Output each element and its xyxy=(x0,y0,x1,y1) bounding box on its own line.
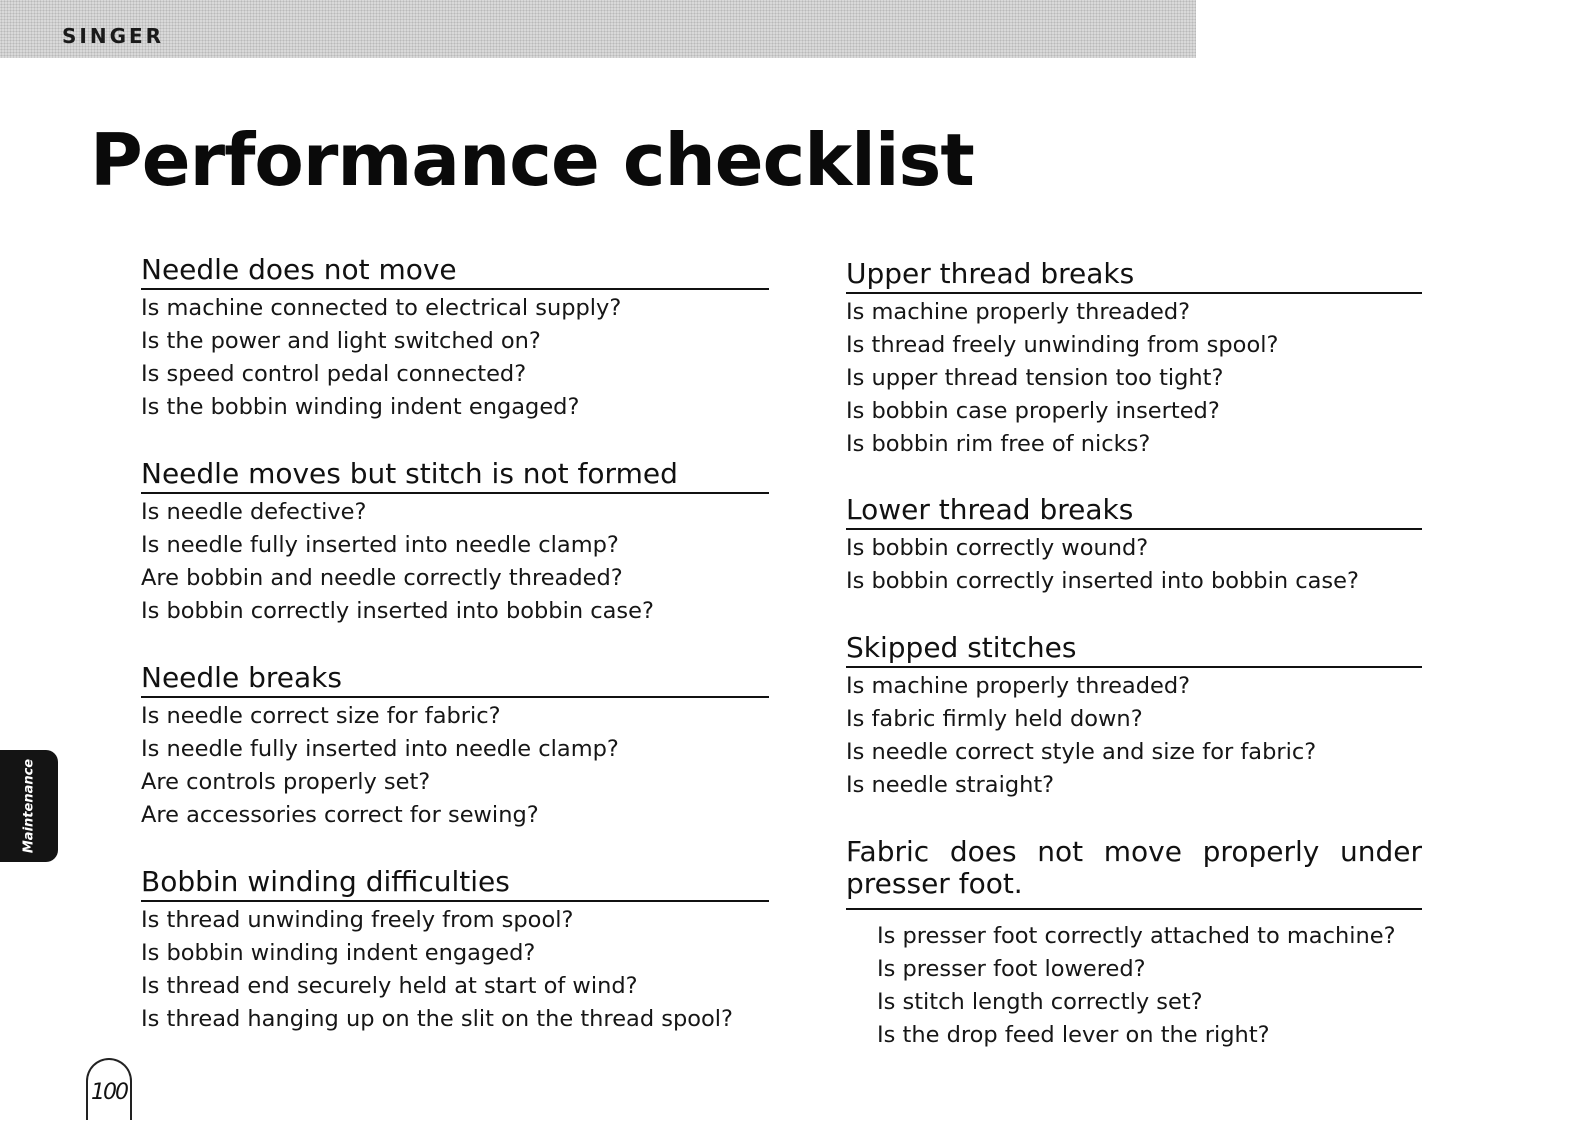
question-item: Is fabric firmly held down? xyxy=(846,706,1143,732)
question-item: Is thread unwinding freely from spool? xyxy=(141,907,574,933)
section-heading: Needle breaks xyxy=(141,662,769,698)
section-heading: Lower thread breaks xyxy=(846,494,1422,530)
question-item: Is upper thread tension too tight? xyxy=(846,365,1224,391)
question-item: Is thread hanging up on the slit on the thread spool? xyxy=(141,1006,733,1032)
question-list xyxy=(141,904,769,1036)
page-number-badge xyxy=(86,1058,132,1120)
question-item: Is needle fully inserted into needle clamp? xyxy=(141,532,619,558)
page-number: 100 xyxy=(91,1080,127,1105)
question-item: Is needle fully inserted into needle clamp? xyxy=(141,736,619,762)
question-item: Are controls properly set? xyxy=(141,769,431,795)
question-item: Are accessories correct for sewing? xyxy=(141,802,539,828)
section-needle-moves-no-stitch xyxy=(141,458,769,628)
question-item: Are bobbin and needle correctly threaded? xyxy=(141,565,623,591)
section-heading: Skipped stitches xyxy=(846,632,1422,668)
section-needle-does-not-move xyxy=(141,254,769,424)
question-list xyxy=(141,700,769,832)
section-fabric-does-not-move xyxy=(846,836,1422,1052)
question-item: Is machine connected to electrical supply? xyxy=(141,295,622,321)
header-band xyxy=(0,0,1196,58)
question-item: Is the power and light switched on? xyxy=(141,328,541,354)
question-item: Is stitch length correctly set? xyxy=(877,989,1203,1015)
page-title: Performance checklist xyxy=(90,118,974,202)
section-heading: Needle moves but stitch is not formed xyxy=(141,458,769,494)
question-list xyxy=(846,532,1422,598)
question-item: Is needle correct style and size for fabric? xyxy=(846,739,1317,765)
section-skipped-stitches xyxy=(846,632,1422,802)
question-item: Is needle defective? xyxy=(141,499,367,525)
question-item: Is presser foot lowered? xyxy=(877,956,1146,982)
question-list xyxy=(846,296,1422,461)
question-item: Is bobbin correctly inserted into bobbin case? xyxy=(141,598,654,624)
section-heading: Needle does not move xyxy=(141,254,769,290)
question-list xyxy=(846,670,1422,802)
maintenance-side-tab xyxy=(0,750,58,862)
question-item: Is bobbin winding indent engaged? xyxy=(141,940,536,966)
side-tab-label: Maintenance xyxy=(21,758,37,854)
question-list xyxy=(877,920,1422,1052)
question-item: Is needle straight? xyxy=(846,772,1055,798)
question-item: Is needle correct size for fabric? xyxy=(141,703,501,729)
question-item: Is bobbin rim free of nicks? xyxy=(846,431,1151,457)
brand-logo: SINGER xyxy=(62,24,165,48)
question-list xyxy=(141,292,769,424)
question-list xyxy=(141,496,769,628)
question-item: Is bobbin correctly wound? xyxy=(846,535,1149,561)
section-bobbin-winding-difficulties xyxy=(141,866,769,1036)
section-needle-breaks xyxy=(141,662,769,832)
section-heading: Fabric does not move properly under presser foot. xyxy=(846,836,1422,910)
section-heading: Upper thread breaks xyxy=(846,258,1422,294)
question-item: Is machine properly threaded? xyxy=(846,673,1191,699)
question-item: Is bobbin correctly inserted into bobbin case? xyxy=(846,568,1359,594)
section-upper-thread-breaks xyxy=(846,258,1422,461)
question-item: Is speed control pedal connected? xyxy=(141,361,527,387)
question-item: Is the drop feed lever on the right? xyxy=(877,1022,1270,1048)
question-item: Is bobbin case properly inserted? xyxy=(846,398,1220,424)
section-lower-thread-breaks xyxy=(846,494,1422,598)
question-item: Is thread freely unwinding from spool? xyxy=(846,332,1279,358)
question-item: Is presser foot correctly attached to machine? xyxy=(877,923,1396,949)
section-heading: Bobbin winding difficulties xyxy=(141,866,769,902)
question-item: Is thread end securely held at start of wind? xyxy=(141,973,638,999)
question-item: Is the bobbin winding indent engaged? xyxy=(141,394,580,420)
question-item: Is machine properly threaded? xyxy=(846,299,1191,325)
